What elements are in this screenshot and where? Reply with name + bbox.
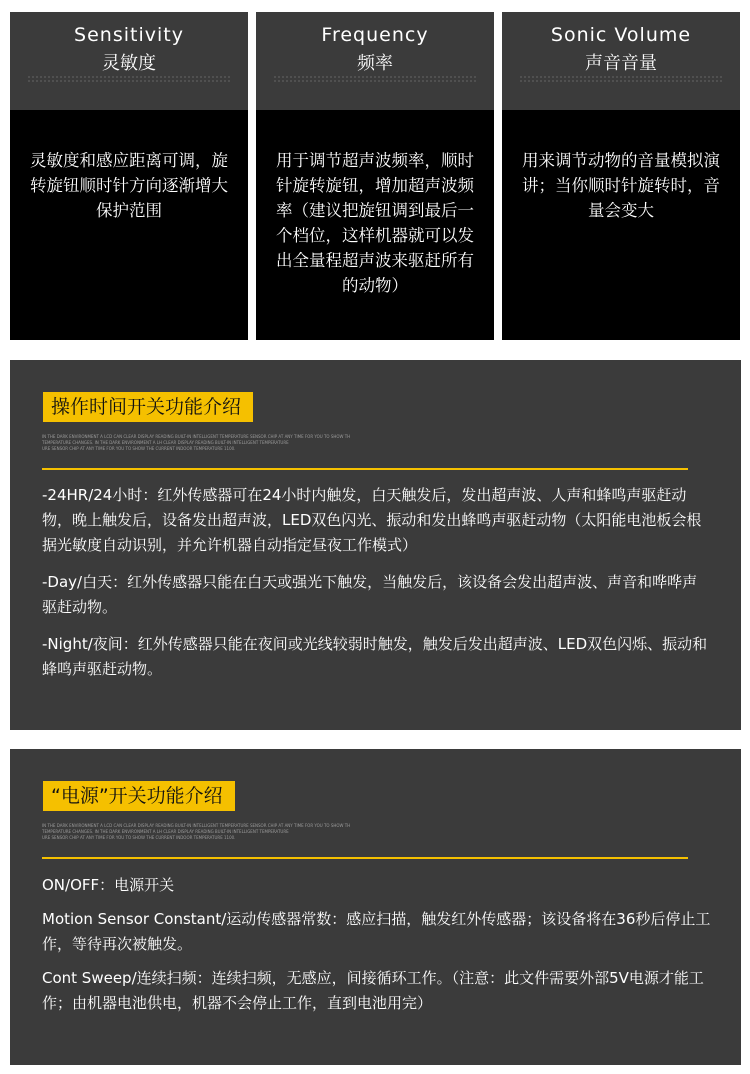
fineprint-line: IN THE DARK ENVIRONMENT A LCD CAN CLEAR DISPLAY READING BUILT-IN INTELLIGENT TEMPERATURE SENSOR CHIP AT ANY TIME FOR YOU TO SHOW TH	[42, 823, 351, 828]
feature-cards	[10, 12, 741, 340]
fineprint-line: URE SENSOR CHIP AT ANY TIME FOR YOU TO SHOW THE CURRENT INDOOR TEMPERATURE 1100.	[42, 835, 236, 840]
section-divider	[42, 468, 688, 470]
card-sensitivity	[10, 12, 248, 340]
card-frequency	[256, 12, 494, 340]
paragraph-day: -Day/白天：红外传感器只能在白天或强光下触发，当触发后，该设备会发出超声波、声音和哗哗声驱赶动物。	[42, 573, 698, 616]
decorative-fineprint	[520, 76, 722, 86]
card-body: 用于调节超声波频率，顺时针旋转旋钮，增加超声波频率（建议把旋钮调到最后一个档位，这样机器就可以发出全量程超声波来驱赶所有的动物）	[256, 110, 494, 340]
card-title-cn: 频率	[357, 53, 393, 74]
card-header	[502, 12, 740, 110]
card-title-en: Frequency	[321, 24, 429, 46]
decorative-fineprint	[274, 76, 476, 86]
card-header	[10, 12, 248, 110]
card-title-en: Sonic Volume	[550, 24, 692, 46]
section-content	[42, 873, 712, 1025]
fineprint-line: IN THE DARK ENVIRONMENT A LCD CAN CLEAR DISPLAY READING BUILT-IN INTELLIGENT TEMPERATURE SENSOR CHIP AT ANY TIME FOR YOU TO SHOW TH	[42, 434, 351, 439]
card-sonic-volume	[502, 12, 740, 340]
section-divider	[42, 857, 688, 859]
decorative-fineprint	[28, 76, 230, 86]
paragraph-night: -Night/夜间：红外传感器只能在夜间或光线较弱时触发，触发后发出超声波、LED双色闪烁、振动和蜂鸣声驱赶动物。	[42, 635, 708, 678]
paragraph-motion-sensor: Motion Sensor Constant/运动传感器常数：感应扫描，触发红外传感器；该设备将在36秒后停止工作，等待再次被触发。	[42, 910, 711, 953]
section-title: 操作时间开关功能介绍	[43, 392, 253, 422]
section-content	[42, 483, 712, 694]
paragraph-cont-sweep: Cont Sweep/连续扫频：连续扫频，无感应，间接循环工作。（注意：此文件需要外部5V电源才能工作；由机器电池供电，机器不会停止工作，直到电池用完）	[42, 969, 704, 1012]
fineprint-line: TEMPERATURE CHANGES. IN THE DARK ENVIRONMENT A LH CLEAR DISPLAY READING BUILT-IN INTELLIGENT TEMPERATURE	[42, 440, 289, 445]
paragraph-on-off: ON/OFF：电源开关	[42, 876, 175, 894]
card-title-en: Sensitivity	[74, 24, 184, 46]
fineprint-line: URE SENSOR CHIP AT ANY TIME FOR YOU TO SHOW THE CURRENT INDOOR TEMPERATURE 1100.	[42, 446, 236, 451]
section-title: “电源”开关功能介绍	[43, 781, 235, 811]
section-fineprint	[42, 823, 402, 841]
card-title-cn: 灵敏度	[102, 53, 156, 74]
card-body: 用来调节动物的音量模拟演讲；当你顺时针旋转时，音量会变大	[502, 110, 740, 340]
card-header	[256, 12, 494, 110]
section-power-switch	[10, 749, 741, 1065]
paragraph-24hr: -24HR/24小时：红外传感器可在24小时内触发，白天触发后，发出超声波、人声和蜂鸣声驱赶动物，晚上触发后，设备发出超声波，LED双色闪光、振动和发出蜂鸣声驱赶动物（太阳能电池板会根据光敏度自动识别，并允许机器自动指定昼夜工作模式）	[42, 486, 702, 554]
card-title-cn: 声音音量	[585, 53, 657, 74]
card-body: 灵敏度和感应距离可调，旋转旋钮顺时针方向逐渐增大保护范围	[10, 110, 248, 340]
section-fineprint	[42, 434, 402, 452]
fineprint-line: TEMPERATURE CHANGES. IN THE DARK ENVIRONMENT A LH CLEAR DISPLAY READING BUILT-IN INTELLIGENT TEMPERATURE	[42, 829, 289, 834]
section-operation-time	[10, 360, 741, 730]
